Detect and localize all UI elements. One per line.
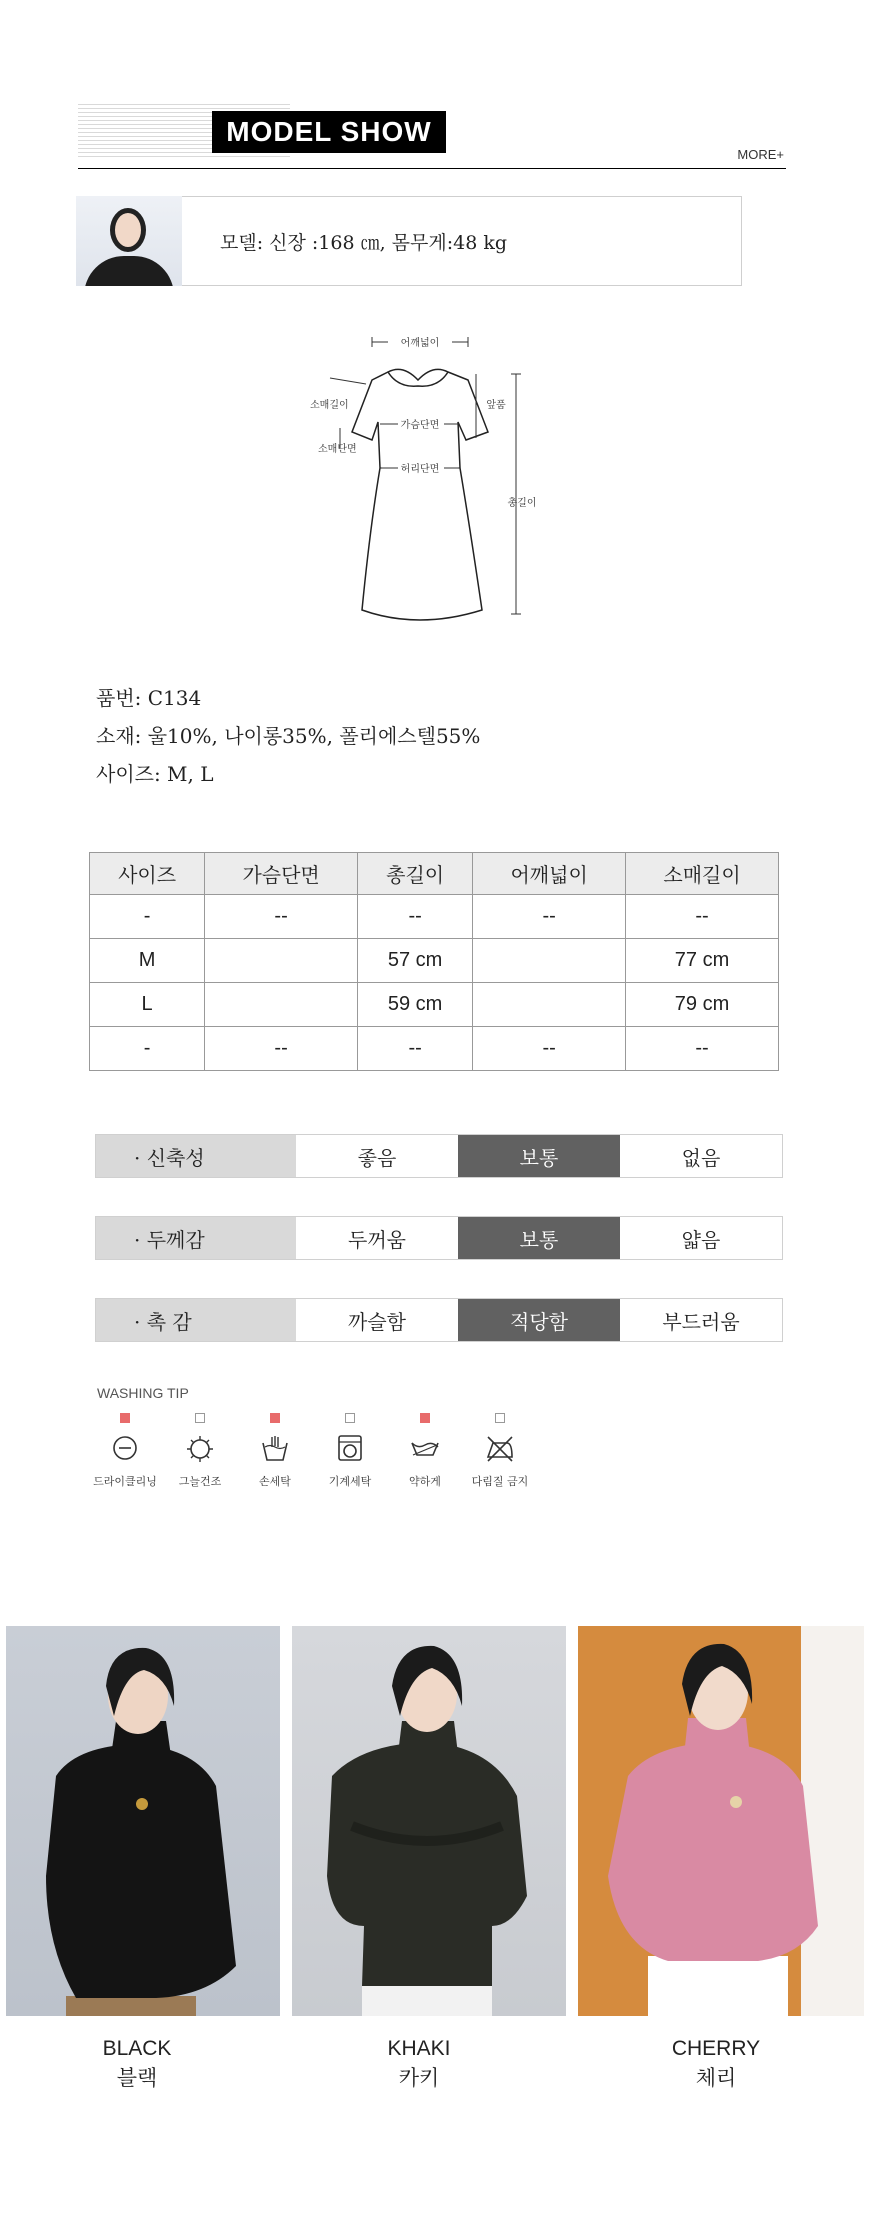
rating-label: · 촉 감: [96, 1299, 296, 1341]
shoulder-label: 어깨넓이: [400, 338, 440, 349]
column-header: 총길이: [358, 853, 473, 895]
product-material: 소재: 울10%, 나이롱35%, 폴리에스텔55%: [96, 724, 481, 748]
dress-measurement-diagram: [300, 328, 560, 638]
color-photo-black: [6, 1626, 280, 2016]
table-cell: --: [205, 895, 358, 939]
rating-option: 좋음: [357, 1145, 397, 1170]
product-code: 품번: C134: [96, 686, 202, 710]
wash-checkbox: [270, 1413, 280, 1423]
table-cell: [205, 939, 358, 983]
table-cell: [473, 939, 626, 983]
rating-stretch: [95, 1134, 783, 1178]
table-cell: L: [90, 983, 205, 1027]
table-cell: --: [358, 895, 473, 939]
table-header-row: [90, 853, 779, 895]
rating-option: 없음: [681, 1145, 721, 1170]
table-cell: M: [90, 939, 205, 983]
wash-label: 다림질 금지: [471, 1475, 529, 1488]
color-photo-cherry: [578, 1626, 864, 2016]
table-cell: 57 cm: [358, 939, 473, 983]
rating-option: 부드러움: [662, 1309, 740, 1334]
wash-checkbox: [345, 1413, 355, 1423]
total-length-label: 총길이: [507, 498, 537, 509]
wash-label: 약하게: [409, 1475, 441, 1488]
waist-label: 허리단면: [400, 464, 440, 475]
rating-thickness: [95, 1216, 783, 1260]
table-row: [90, 939, 779, 983]
color-name-en: CHERRY: [671, 2037, 761, 2060]
size-table: [89, 852, 779, 1071]
column-header: 가슴단면: [205, 853, 358, 895]
table-cell: [205, 983, 358, 1027]
table-row: [90, 895, 779, 939]
color-photo-khaki: [292, 1626, 566, 2016]
table-row: [90, 1027, 779, 1071]
product-sizes: 사이즈: M, L: [96, 762, 214, 786]
color-name-en: BLACK: [102, 2037, 172, 2060]
table-cell: 59 cm: [358, 983, 473, 1027]
rating-option-selected: 보통: [458, 1135, 620, 1177]
rating-option: 까슬함: [348, 1309, 406, 1334]
wash-label: 그늘건조: [178, 1475, 222, 1488]
more-link[interactable]: MORE+: [737, 147, 784, 162]
hand-wash-icon: [255, 1433, 295, 1463]
table-cell: --: [473, 1027, 626, 1071]
column-header: 소매길이: [626, 853, 779, 895]
column-header: 어깨넓이: [473, 853, 626, 895]
rating-label: · 신축성: [96, 1135, 296, 1177]
sleeve-width-label: 소매단면: [318, 444, 357, 455]
table-cell: [473, 983, 626, 1027]
table-row: [90, 983, 779, 1027]
color-name-en: KHAKI: [387, 2037, 451, 2060]
wash-checkbox: [420, 1413, 430, 1423]
chest-label: 가슴단면: [400, 420, 440, 431]
rating-label: · 두께감: [96, 1217, 296, 1259]
rating-option: 얇음: [681, 1227, 721, 1252]
rating-option: 두꺼움: [348, 1227, 406, 1252]
color-name-ko: 체리: [695, 2067, 737, 2090]
wash-checkbox: [120, 1413, 130, 1423]
sleeve-length-label: 소매길이: [310, 400, 349, 411]
washing-tip-title: WASHING TIP: [97, 1385, 189, 1401]
color-label-black: [47, 2034, 227, 2094]
wash-checkbox: [195, 1413, 205, 1423]
color-name-ko: 블랙: [116, 2067, 158, 2090]
wash-checkbox: [495, 1413, 505, 1423]
table-cell: --: [626, 1027, 779, 1071]
color-label-khaki: [329, 2034, 509, 2094]
rating-texture: [95, 1298, 783, 1342]
table-cell: 77 cm: [626, 939, 779, 983]
wash-label: 드라이클리닝: [93, 1475, 157, 1488]
shade-dry-icon: [180, 1433, 220, 1463]
color-name-ko: 카키: [398, 2067, 440, 2090]
table-cell: --: [358, 1027, 473, 1071]
header-divider: [78, 168, 786, 169]
rating-option-selected: 적당함: [458, 1299, 620, 1341]
table-cell: --: [205, 1027, 358, 1071]
table-cell: -: [90, 1027, 205, 1071]
model-photo: [76, 196, 182, 286]
machine-wash-icon: [330, 1433, 370, 1463]
no-iron-icon: [480, 1433, 520, 1463]
rating-option-selected: 보통: [458, 1217, 620, 1259]
column-header: 사이즈: [90, 853, 205, 895]
gentle-icon: [405, 1433, 445, 1463]
table-cell: 79 cm: [626, 983, 779, 1027]
dry-clean-icon: [105, 1433, 145, 1463]
table-cell: -: [90, 895, 205, 939]
color-label-cherry: [626, 2034, 806, 2094]
section-title: MODEL SHOW: [212, 111, 446, 153]
model-info-text: 모델: 신장 :168 ㎝, 몸무게:48 kg: [220, 232, 508, 254]
wash-label: 손세탁: [259, 1475, 291, 1488]
table-cell: --: [473, 895, 626, 939]
table-cell: --: [626, 895, 779, 939]
wash-label: 기계세탁: [328, 1475, 372, 1488]
wash-item-no-iron: [455, 1413, 545, 1489]
front-label: 앞품: [486, 400, 506, 411]
